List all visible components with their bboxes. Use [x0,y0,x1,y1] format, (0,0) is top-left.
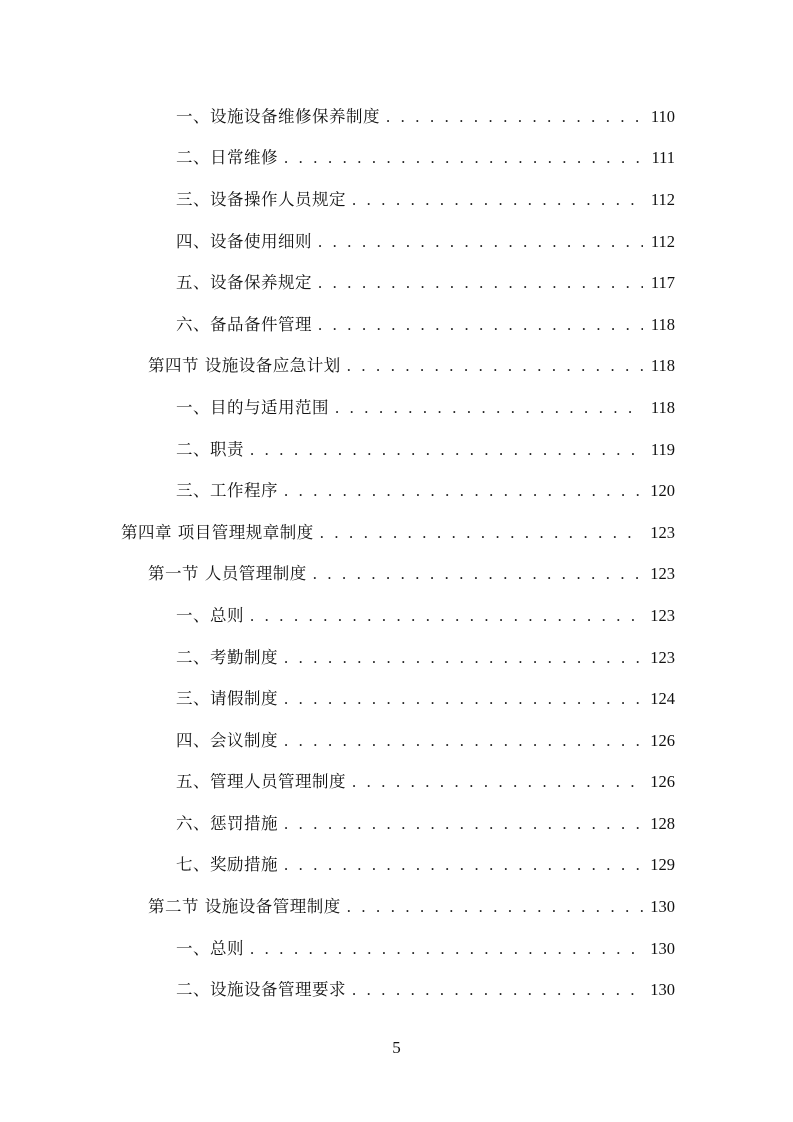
table-of-contents [0,96,793,1011]
toc-entry-label: 七、奖励措施 [176,855,278,875]
toc-entry-page: 119 [650,439,675,459]
toc-dot-leader [250,440,643,460]
toc-dot-leader [386,107,643,127]
toc-entry-page: 118 [650,356,675,376]
toc-entry-page: 124 [650,689,675,709]
toc-entry[interactable] [0,845,793,887]
toc-entry-page: 126 [650,730,675,750]
toc-dot-leader [318,273,643,293]
toc-entry[interactable] [0,678,793,720]
toc-entry-label: 一、设施设备维修保养制度 [176,106,380,126]
toc-entry[interactable] [0,969,793,1011]
toc-entry-label: 五、管理人员管理制度 [176,772,346,792]
toc-dot-leader [284,689,643,709]
toc-entry-page: 120 [650,481,675,501]
toc-entry[interactable] [0,803,793,845]
toc-entry[interactable] [0,221,793,263]
toc-entry-label: 第二节 设施设备管理制度 [148,897,341,917]
toc-entry-label: 五、设备保养规定 [176,273,312,293]
toc-dot-leader [352,980,643,1000]
toc-entry-page: 117 [650,273,675,293]
toc-entry[interactable] [0,720,793,762]
toc-dot-leader [352,190,643,210]
toc-dot-leader [335,398,643,418]
toc-entry-page: 123 [650,647,675,667]
toc-entry-label: 四、设备使用细则 [176,231,312,251]
toc-entry-label: 二、设施设备管理要求 [176,980,346,1000]
toc-entry[interactable] [0,762,793,804]
toc-entry-label: 一、总则 [176,605,244,625]
toc-entry[interactable] [0,470,793,512]
toc-section-entry[interactable] [0,886,793,928]
toc-entry-label: 三、请假制度 [176,689,278,709]
toc-dot-leader [347,356,643,376]
toc-section-entry[interactable] [0,554,793,596]
toc-entry-page: 123 [650,564,675,584]
toc-entry-label: 三、设备操作人员规定 [176,189,346,209]
toc-section-entry[interactable] [0,346,793,388]
toc-entry-label: 第一节 人员管理制度 [148,564,307,584]
toc-entry[interactable] [0,387,793,429]
toc-entry-page: 126 [650,772,675,792]
toc-dot-leader [313,564,643,584]
toc-entry-page: 112 [650,231,675,251]
toc-dot-leader [250,606,643,626]
toc-entry-page: 110 [650,106,675,126]
toc-entry-label: 第四节 设施设备应急计划 [148,356,341,376]
toc-dot-leader [284,648,643,668]
toc-dot-leader [320,523,643,543]
toc-entry-page: 112 [650,189,675,209]
toc-entry[interactable] [0,637,793,679]
toc-entry-page: 130 [650,938,675,958]
toc-entry-page: 128 [650,813,675,833]
toc-entry-label: 二、考勤制度 [176,647,278,667]
toc-entry-page: 130 [650,897,675,917]
toc-dot-leader [318,232,643,252]
toc-dot-leader [284,148,643,168]
toc-dot-leader [318,315,643,335]
page-number: 5 [392,1038,401,1057]
toc-entry-label: 一、总则 [176,938,244,958]
toc-entry[interactable] [0,304,793,346]
toc-entry-page: 118 [650,397,675,417]
toc-entry-page: 111 [651,148,675,168]
toc-entry-page: 123 [650,605,675,625]
toc-entry[interactable] [0,138,793,180]
toc-entry-label: 四、会议制度 [176,730,278,750]
toc-entry-label: 二、职责 [176,439,244,459]
toc-entry-label: 三、工作程序 [176,481,278,501]
toc-entry[interactable] [0,179,793,221]
toc-dot-leader [284,855,643,875]
toc-entry-page: 123 [650,522,675,542]
toc-entry-page: 130 [650,980,675,1000]
toc-dot-leader [284,814,643,834]
toc-dot-leader [352,772,643,792]
toc-entry-label: 二、日常维修 [176,148,278,168]
toc-dot-leader [284,481,643,501]
toc-entry-label: 第四章 项目管理规章制度 [121,522,314,542]
toc-entry[interactable] [0,262,793,304]
toc-entry[interactable] [0,96,793,138]
toc-entry-label: 一、目的与适用范围 [176,397,329,417]
toc-dot-leader [347,897,643,917]
toc-chapter-entry[interactable] [0,512,793,554]
toc-entry-label: 六、备品备件管理 [176,314,312,334]
toc-entry[interactable] [0,595,793,637]
toc-entry[interactable] [0,429,793,471]
toc-dot-leader [250,939,643,959]
toc-entry-label: 六、惩罚措施 [176,813,278,833]
toc-entry-page: 118 [650,314,675,334]
toc-entry[interactable] [0,928,793,970]
toc-dot-leader [284,731,643,751]
toc-entry-page: 129 [650,855,675,875]
